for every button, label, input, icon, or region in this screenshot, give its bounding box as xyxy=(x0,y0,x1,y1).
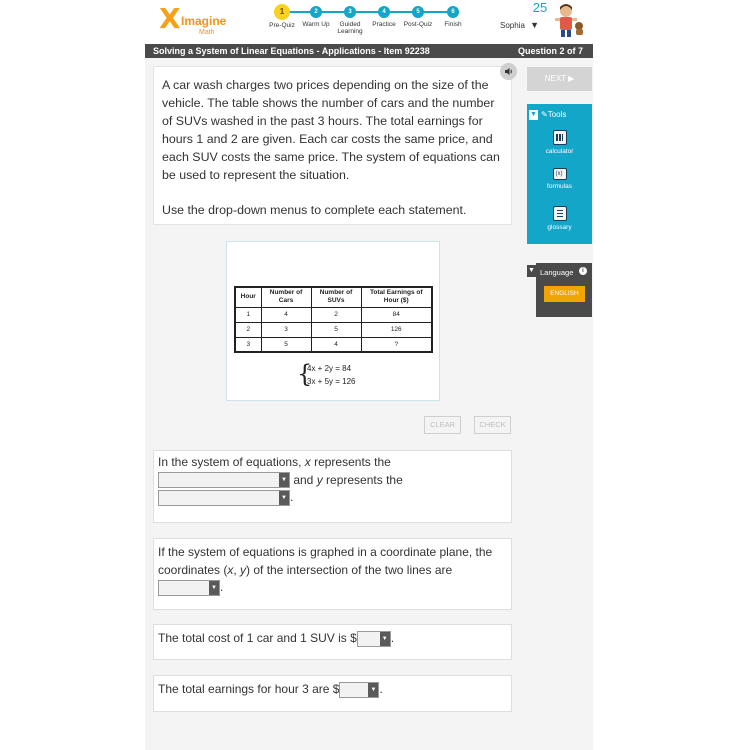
formulas-label: formulas xyxy=(547,183,572,190)
q1-x-dropdown[interactable] xyxy=(158,472,290,488)
step-4-label: Practice xyxy=(372,21,396,28)
glossary-label: glossary xyxy=(547,224,572,231)
question-1-card xyxy=(153,450,512,523)
q1-var-x: x xyxy=(304,455,311,469)
info-icon[interactable]: i xyxy=(579,267,587,275)
imagine-math-logo[interactable] xyxy=(159,4,229,38)
q1-text: represents the xyxy=(322,472,403,487)
user-menu[interactable] xyxy=(500,20,539,30)
table-cell: 3 xyxy=(235,337,261,352)
logo-mark: X xyxy=(159,2,181,35)
language-english-button[interactable]: ENGLISH xyxy=(544,286,585,302)
instruction-text: Use the drop-down menus to complete each statement. xyxy=(162,203,467,218)
question-3-card xyxy=(153,624,512,660)
lesson-title-bar xyxy=(145,44,593,58)
table-header-cell: Hour xyxy=(235,287,261,307)
user-name: Sophia xyxy=(500,21,525,30)
table-row xyxy=(235,307,432,322)
q2-text: If the system of equations is graphed in a coordinate plane, the coordinates ( xyxy=(158,545,493,577)
next-button[interactable]: NEXT ▶ xyxy=(527,67,592,91)
q1-text: represents the xyxy=(310,455,391,469)
audio-speaker-icon[interactable] xyxy=(500,63,517,80)
step-2-label: Warm Up xyxy=(302,21,330,28)
q3-end: . xyxy=(390,631,395,645)
table-cell: 5 xyxy=(311,322,361,337)
clear-button[interactable]: CLEAR xyxy=(424,416,461,434)
chevron-down-icon: ▼ xyxy=(368,683,378,697)
table-header-cell: Number of Cars xyxy=(261,287,311,307)
q2-var-y: y xyxy=(240,562,247,577)
q2-end: . xyxy=(220,580,224,595)
table-header-row xyxy=(235,287,432,307)
tools-panel xyxy=(527,104,592,244)
step-5-marker: 5 xyxy=(412,6,424,18)
tools-header[interactable] xyxy=(527,108,592,122)
q1-var-y: y xyxy=(316,472,323,487)
table-cell: 2 xyxy=(235,322,261,337)
check-button[interactable]: CHECK xyxy=(474,416,511,434)
step-3-label: Guided Learning xyxy=(337,21,363,35)
q1-y-dropdown[interactable] xyxy=(158,490,290,506)
table-header-cell: Total Earnings of Hour ($) xyxy=(361,287,432,307)
step-3-marker: 3 xyxy=(344,6,356,18)
step-1-label: Pre-Quiz xyxy=(269,22,295,29)
lesson-title: Solving a System of Linear Equations - Applications - Item 92238 xyxy=(153,46,430,56)
step-1-marker: 1 xyxy=(274,4,290,20)
brace-symbol: { xyxy=(297,360,313,388)
figure-card xyxy=(226,241,440,401)
step-4-marker: 4 xyxy=(378,6,390,18)
glossary-icon xyxy=(553,206,567,221)
data-table xyxy=(234,286,433,353)
problem-passage xyxy=(153,66,512,225)
table-header-cell: Number of SUVs xyxy=(311,287,361,307)
glossary-tool[interactable] xyxy=(527,206,592,231)
table-cell: 1 xyxy=(235,307,261,322)
q1-end: . xyxy=(290,490,294,505)
question-4-card xyxy=(153,675,512,712)
chevron-down-icon: ▼ xyxy=(279,473,289,487)
user-menu-arrow-icon: ▼ xyxy=(530,20,540,30)
top-header xyxy=(145,0,593,44)
step-2-marker: 2 xyxy=(310,6,322,18)
table-row xyxy=(235,322,432,337)
q4-text: The total earnings for hour 3 are $ xyxy=(158,682,340,696)
q3-text: The total cost of 1 car and 1 SUV is $ xyxy=(158,631,357,645)
progress-steps xyxy=(257,4,477,38)
logo-subtext: Math xyxy=(199,29,215,36)
step-6-marker: 6 xyxy=(447,6,459,18)
table-cell: 3 xyxy=(261,322,311,337)
q2-comma: , xyxy=(233,562,241,577)
step-5-label: Post-Quiz xyxy=(403,21,433,28)
table-cell: 5 xyxy=(261,337,311,352)
problem-text: A car wash charges two prices depending on the size of the vehicle. The table shows the number of cars and the number of SUVs washed in the past 3 hours. The total earnings for hours 1 and 2 are given. Each car costs the same price, and each SUV costs the same price. The system of equations can be used to represent the situation. xyxy=(162,78,500,182)
tools-label: ✎Tools xyxy=(541,110,567,119)
calculator-label: calculator xyxy=(545,148,574,155)
table-cell: 126 xyxy=(361,322,432,337)
avatar-icon[interactable] xyxy=(551,2,585,38)
chevron-down-icon: ▼ xyxy=(380,632,390,646)
chevron-down-icon: ▼ xyxy=(279,491,289,505)
formulas-icon xyxy=(553,168,567,180)
logo-text: Imagine xyxy=(181,14,227,28)
q2-intersection-dropdown[interactable] xyxy=(158,580,220,596)
table-row xyxy=(235,337,432,352)
points-counter: 25 xyxy=(532,0,548,15)
question-counter: Question 2 of 7 xyxy=(517,46,583,56)
calculator-tool[interactable] xyxy=(527,130,592,155)
q4-end: . xyxy=(379,682,383,696)
language-panel xyxy=(528,263,592,317)
q3-cost-dropdown[interactable] xyxy=(357,631,391,647)
tools-collapse-icon: ▼ xyxy=(530,111,537,118)
formulas-tool[interactable] xyxy=(527,168,592,190)
q4-earnings-dropdown[interactable] xyxy=(339,682,379,698)
q1-text: and xyxy=(290,472,317,487)
table-cell: ? xyxy=(361,337,432,352)
question-2-card xyxy=(153,538,512,610)
table-cell: 84 xyxy=(361,307,432,322)
chevron-down-icon: ▼ xyxy=(209,581,219,595)
table-cell: 2 xyxy=(311,307,361,322)
language-label: Language xyxy=(540,268,574,277)
calculator-icon xyxy=(553,130,567,145)
equation-2: 3x + 5y = 126 xyxy=(307,377,356,386)
q1-text: In the system of equations, xyxy=(158,455,305,469)
equation-1: 4x + 2y = 84 xyxy=(307,364,352,373)
step-6-label: Finish xyxy=(444,21,462,28)
step-finish[interactable] xyxy=(428,4,478,28)
table-cell: 4 xyxy=(261,307,311,322)
q2-text: ) of the intersection of the two lines are xyxy=(246,562,453,577)
table-cell: 4 xyxy=(311,337,361,352)
q2-var-x: x xyxy=(227,562,234,577)
language-collapse-icon[interactable]: ▼ xyxy=(527,265,536,277)
